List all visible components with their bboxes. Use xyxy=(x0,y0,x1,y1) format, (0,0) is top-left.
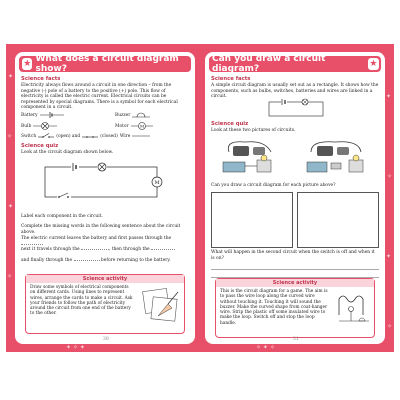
wire-label: Wire xyxy=(119,133,131,139)
answer-blank[interactable] xyxy=(21,244,43,245)
sentence-part: and finally through the xyxy=(21,258,73,263)
sentence-line-2 xyxy=(21,247,189,253)
page-number: 31 xyxy=(293,337,299,342)
switch-symbol-row xyxy=(21,133,150,139)
battery-label: Battery xyxy=(21,112,38,118)
star-icon: ★ xyxy=(23,59,32,69)
facts-text: Electricity always flows around a circuit in one direction – from the negative (-) pole of a battery to the positive (+) pole. This flow of electricity is called the electric current. Electrical circuits can be represented by special diagrams. There is a symbol for each electrical component in a circuit. xyxy=(21,83,178,110)
decor-icon: ✧ xyxy=(7,133,13,140)
motor-symbol-row xyxy=(115,122,153,130)
quiz-text: Look at these two pictures of circuits. xyxy=(211,128,296,133)
example-circuit-diagram xyxy=(265,98,327,120)
circuit-picture-2 xyxy=(301,136,373,178)
svg-text:M: M xyxy=(139,123,144,129)
decor-icon: ✦ xyxy=(386,93,392,100)
quiz-heading: Science quiz xyxy=(21,143,59,149)
question-text: What will happen in the second circuit when the switch is off and when it is on? xyxy=(211,250,375,261)
answer-blank[interactable] xyxy=(151,249,175,250)
buzzer-icon xyxy=(132,112,150,119)
quiz-heading: Science quiz xyxy=(211,121,249,127)
decor-icon: ✦ xyxy=(386,253,392,260)
decor-icon: ✧ ✦ ✧ xyxy=(256,344,275,351)
sentence-part: The electric current leaves the battery and first passes through the xyxy=(21,236,172,241)
switch-closed-icon xyxy=(82,133,98,139)
bulb-icon xyxy=(33,122,57,130)
page-number: 30 xyxy=(103,337,109,342)
facts-heading: Science facts xyxy=(211,76,251,82)
decor-icon: ✦ ✧ ✦ xyxy=(66,344,85,351)
bulb-symbol-row xyxy=(21,122,57,130)
drawing-box-2[interactable] xyxy=(297,192,379,248)
wire-icon xyxy=(132,133,150,139)
activity-heading: Science activity xyxy=(216,279,374,287)
motor-label: Motor xyxy=(115,123,129,129)
star-icon: ★ xyxy=(369,59,378,69)
decor-icon: ✦ xyxy=(8,73,14,80)
sentence-line-1 xyxy=(21,236,189,247)
switch-open-icon xyxy=(38,133,54,139)
activity-heading: Science activity xyxy=(26,275,184,283)
sentence-part: before returning to the battery. xyxy=(100,258,171,263)
wire-game-diagram-icon xyxy=(335,291,374,327)
circuit-picture-1 xyxy=(215,136,287,178)
decor-icon: ✧ xyxy=(387,173,393,180)
buzzer-symbol-row xyxy=(115,112,150,119)
right-title: Can you draw a circuit diagram? xyxy=(212,54,326,74)
activity-text: This is the circuit diagram for a game. The aim is to pass the wire loop along the curved wire without touching it. Touching it will sound the buzzer. Make the curved shape from coat-hanger wire. Strip the plastic off some insulated wire to make the loop. Switch off and stop the loop handle. xyxy=(220,289,328,326)
decor-icon: ✦ xyxy=(8,203,14,210)
bulb-label: Bulb xyxy=(21,123,32,129)
right-page xyxy=(205,52,385,344)
circuit-diagram xyxy=(37,159,167,205)
answer-blank[interactable] xyxy=(74,260,100,261)
motor-icon xyxy=(131,122,153,130)
answer-line xyxy=(211,262,379,270)
facts-text: A simple circuit diagram is usually set out as a rectangle. It shows how the components, such as bulbs, switches, batteries and wires are linked in a circuit. xyxy=(211,83,379,99)
facts-heading: Science facts xyxy=(21,76,61,82)
complete-instruction: Complete the missing words in the following sentence about the circuit above. xyxy=(21,224,181,235)
sentence-part: next it travels through the xyxy=(21,247,80,252)
svg-text:M: M xyxy=(154,180,160,186)
switch-open-label: (open) and xyxy=(56,133,81,139)
quiz-text: Look at the circuit diagram shown below. xyxy=(21,150,114,155)
decor-icon: ✧ xyxy=(7,273,13,280)
switch-label: Switch xyxy=(21,133,37,139)
answer-lines[interactable] xyxy=(211,262,379,278)
answer-blank[interactable] xyxy=(81,249,109,250)
activity-text: Draw some symbols of electrical components on different cards. Using lines to represent wires, arrange the cards to make a circuit. Ask your friends to follow the path of electricity around the circuit from one end of the battery to the other. xyxy=(30,285,133,317)
draw-instruction: Can you draw a circuit diagram for each picture above? xyxy=(211,183,336,188)
cards-illustration-icon xyxy=(138,286,182,326)
science-activity-box xyxy=(25,274,185,334)
label-instruction: Label each component in the circuit. xyxy=(21,214,103,219)
answer-line xyxy=(211,270,379,278)
page-title xyxy=(19,56,191,72)
battery-icon xyxy=(40,112,64,118)
sentence-part: , then through the xyxy=(109,247,150,252)
battery-symbol-row xyxy=(21,112,64,118)
decor-icon: ✧ xyxy=(387,323,393,330)
left-title: What does a circuit diagram show? xyxy=(35,54,179,74)
left-page xyxy=(15,52,195,344)
book-spread xyxy=(6,44,394,352)
science-activity-box xyxy=(215,278,375,338)
drawing-box-1[interactable] xyxy=(211,192,293,248)
switch-closed-label: (closed) xyxy=(100,133,118,139)
buzzer-label: Buzzer xyxy=(115,113,131,118)
sentence-line-3 xyxy=(21,258,189,264)
page-title xyxy=(209,56,381,72)
